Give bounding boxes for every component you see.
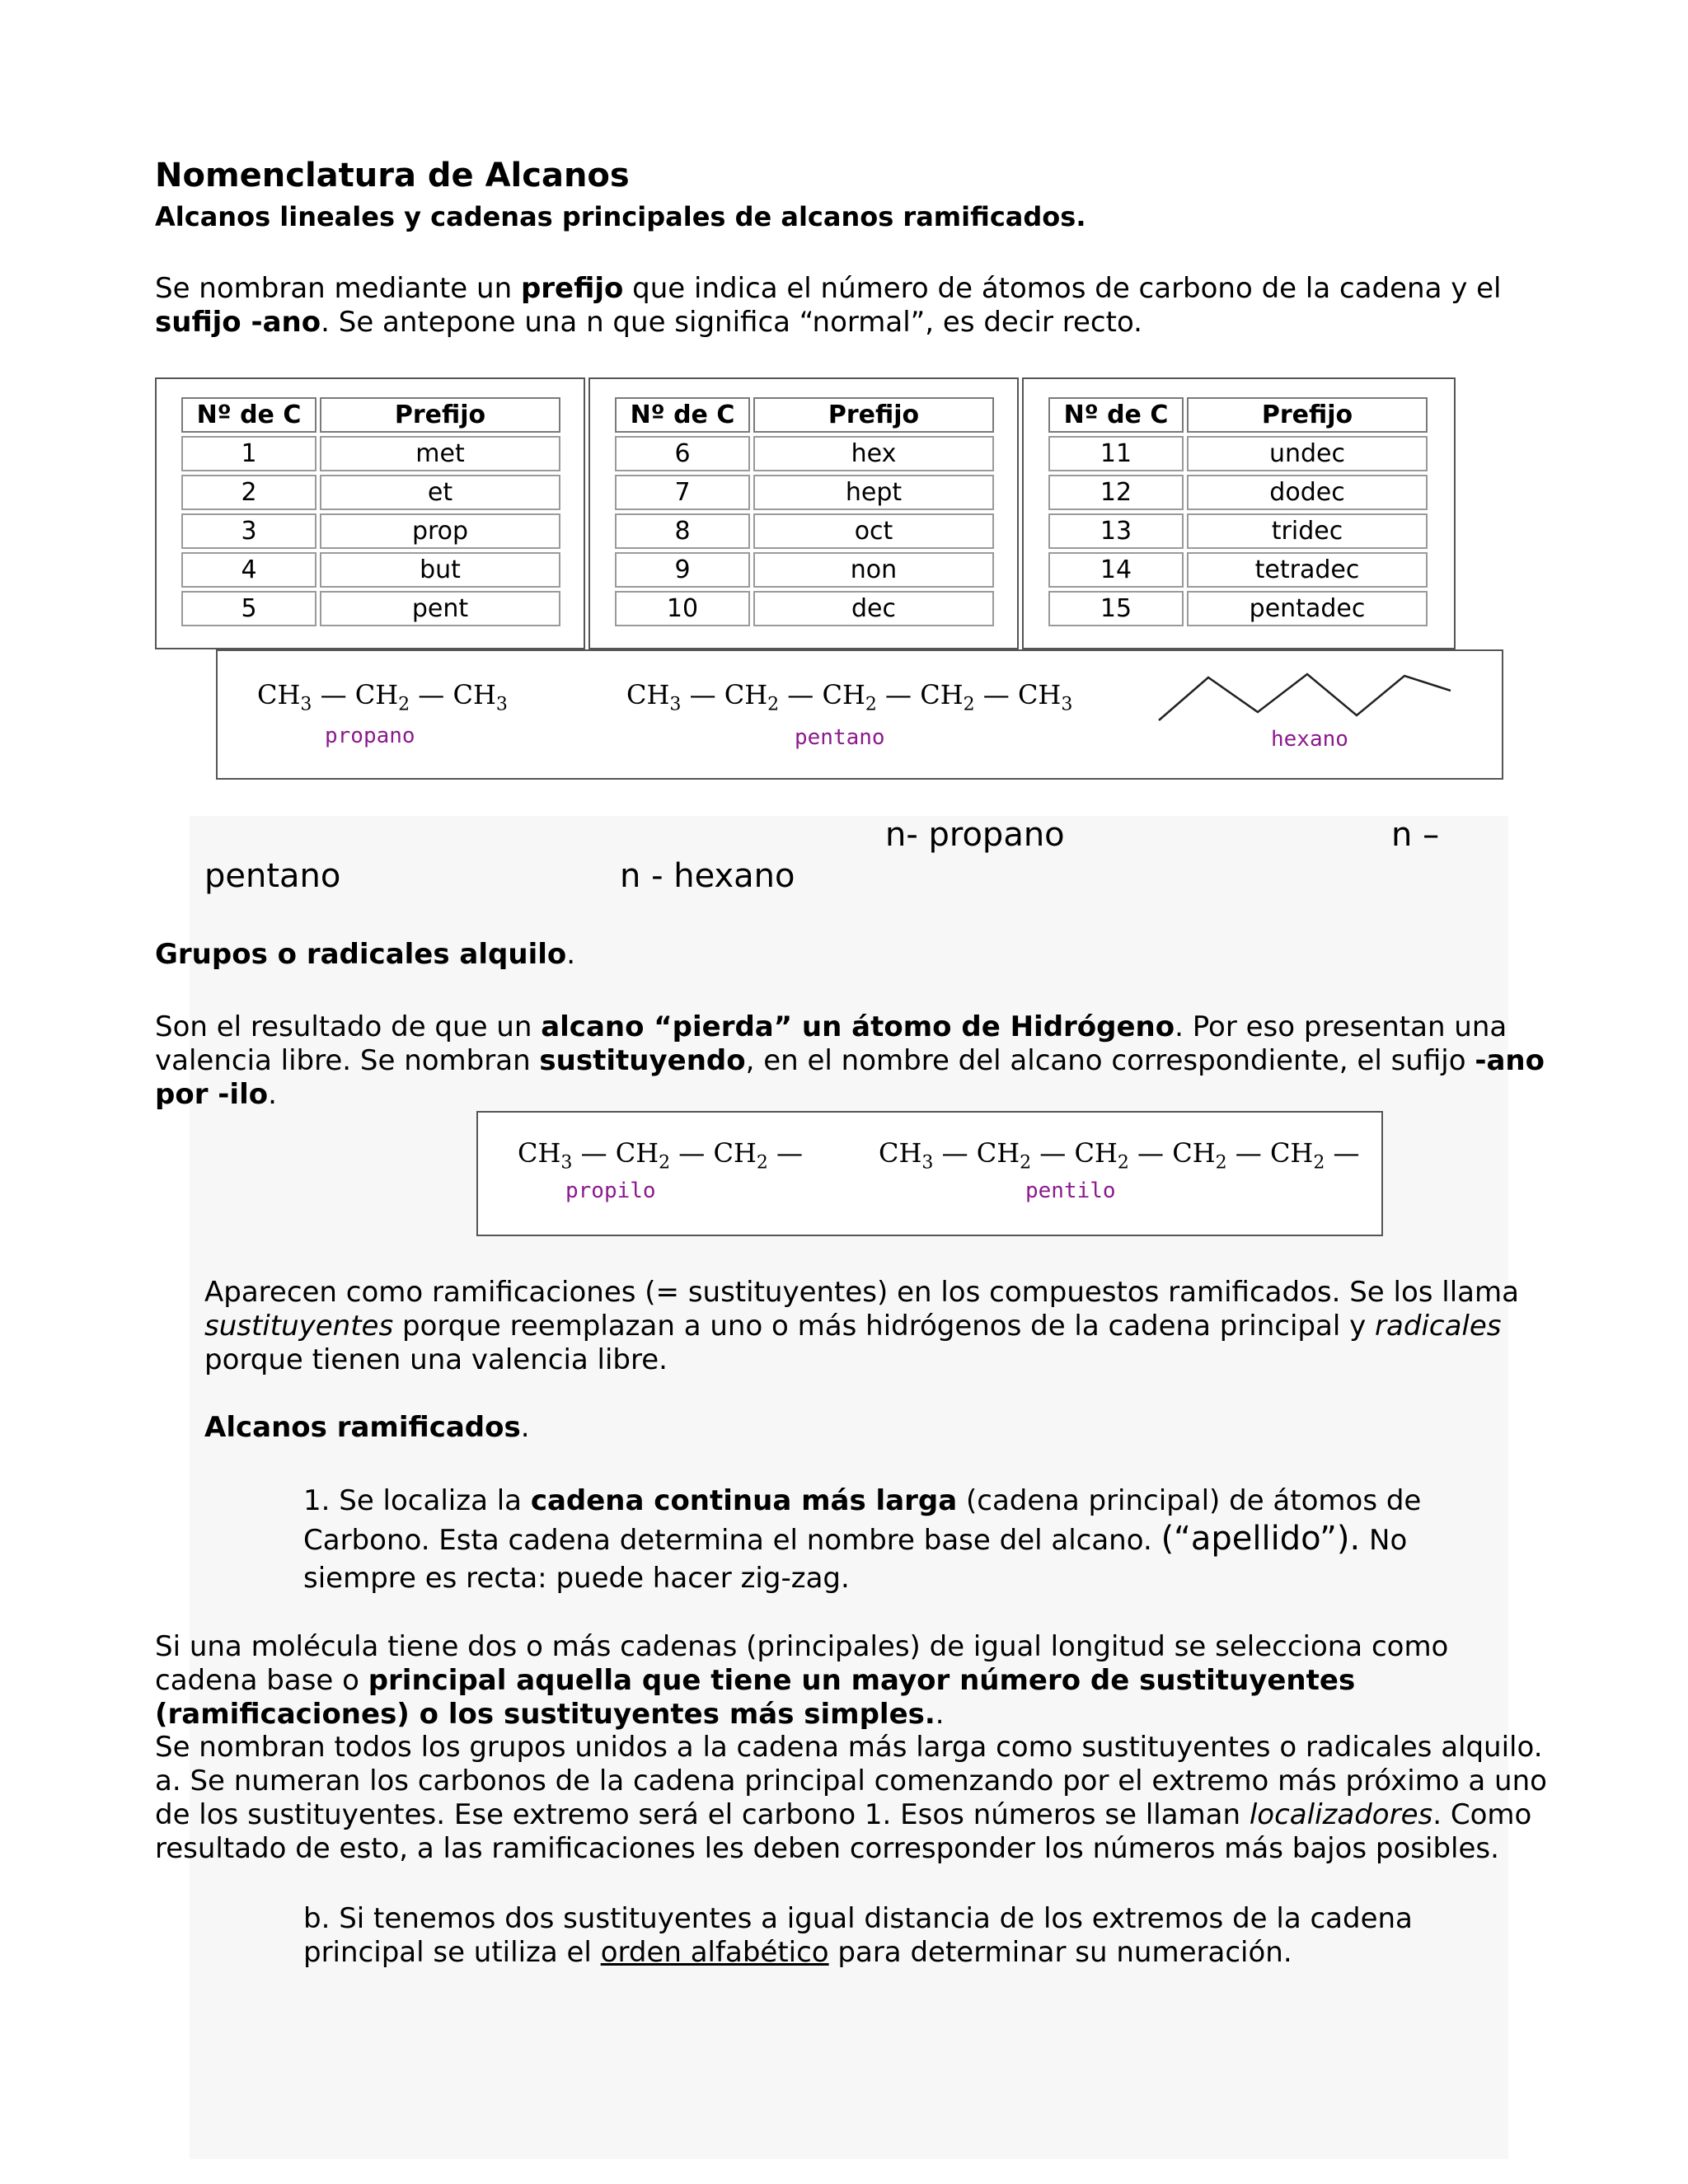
prefix-cell: tridec <box>1187 513 1428 549</box>
prefix-cell: oct <box>753 513 994 549</box>
carbon-count-cell: 5 <box>181 591 316 626</box>
carbon-count-cell: 8 <box>615 513 750 549</box>
prefix-cell: et <box>320 475 560 510</box>
table-row <box>1048 591 1428 626</box>
table-row <box>615 436 994 471</box>
carbon-count-cell: 6 <box>615 436 750 471</box>
radicals-heading: Grupos o radicales alquilo. <box>155 938 576 971</box>
radicals-paragraph: Son el resultado de que un alcano “pierda” un átomo de Hidrógeno. Por eso presentan una valencia libre. Se nombran sustituyendo, en el nombre del alcano correspondiente, el sufijo -ano por -ilo. <box>155 1010 1545 1111</box>
prefix-table-2 <box>588 377 1019 649</box>
propyl-formula: $CH_3$ — $CH_2$ — $CH_2$ — <box>518 1137 804 1174</box>
propane-formula: $CH_3$ — $CH_2$ — $CH_3$ <box>257 679 508 715</box>
n-hexano-label: n - hexano <box>620 857 795 895</box>
carbon-count-cell: 11 <box>1048 436 1184 471</box>
table-row <box>181 552 560 588</box>
pentyl-label: pentilo <box>1025 1179 1116 1203</box>
table-header-prefix: Prefijo <box>320 397 560 433</box>
table-row <box>181 475 560 510</box>
table-row <box>615 513 994 549</box>
table-row <box>1048 475 1428 510</box>
table-row <box>181 436 560 471</box>
prefix-cell: non <box>753 552 994 588</box>
prefix-cell: met <box>320 436 560 471</box>
rule-b-alphabetical: b. Si tenemos dos sustituyentes a igual distancia de los extremos de la cadena principal se utiliza el orden alfabético para determinar su numeración. <box>303 1902 1413 1969</box>
rule-name-groups: Se nombran todos los grupos unidos a la cadena más larga como sustituyentes o radicales alquilo. <box>155 1731 1543 1764</box>
propane-label: propano <box>325 724 415 748</box>
carbon-count-cell: 12 <box>1048 475 1184 510</box>
page-title: Nomenclatura de Alcanos <box>155 157 630 194</box>
table-row <box>1048 436 1428 471</box>
table-row <box>615 591 994 626</box>
propyl-label: propilo <box>565 1179 656 1203</box>
carbon-count-cell: 14 <box>1048 552 1184 588</box>
table-row <box>181 591 560 626</box>
radical-examples-box <box>476 1111 1383 1236</box>
carbon-count-cell: 1 <box>181 436 316 471</box>
prefix-cell: hept <box>753 475 994 510</box>
carbon-count-cell: 7 <box>615 475 750 510</box>
alkane-examples-box <box>216 649 1503 780</box>
branched-step-1: 1. Se localiza la cadena continua más larga (cadena principal) de átomos de Carbono. Esta cadena determina el nombre base del alcano. (“apellido”). No siempre es recta: puede hacer zig-zag. <box>303 1484 1422 1595</box>
n-propano-label: n- propano <box>885 816 1065 854</box>
table-header-carbon: Nº de C <box>615 397 750 433</box>
ramifications-paragraph: Aparecen como ramificaciones (= sustituyentes) en los compuestos ramificados. Se los llama sustituyentes porque reemplazan a uno o más hidrógenos de la cadena principal y radicales porque tienen una valencia libre. <box>204 1276 1519 1376</box>
pentyl-formula: $CH_3$ — $CH_2$ — $CH_2$ — $CH_2$ — $CH_2$ — <box>879 1137 1360 1174</box>
carbon-count-cell: 4 <box>181 552 316 588</box>
carbon-count-cell: 15 <box>1048 591 1184 626</box>
table-header-prefix: Prefijo <box>1187 397 1428 433</box>
page-subtitle: Alcanos lineales y cadenas principales de alcanos ramificados. <box>155 201 1086 232</box>
rule-a-numbering: a. Se numeran los carbonos de la cadena principal comenzando por el extremo más próximo a uno de los sustituyentes. Ese extremo será el carbono 1. Esos números se llaman localizadores. Como resultado de esto, a las ramificaciones les deben corresponder los números más bajos posibles. <box>155 1765 1547 1865</box>
table-row <box>1048 513 1428 549</box>
prefix-cell: prop <box>320 513 560 549</box>
hexane-zigzag-structure <box>1157 668 1454 725</box>
prefix-cell: undec <box>1187 436 1428 471</box>
prefix-cell: tetradec <box>1187 552 1428 588</box>
prefix-cell: pentadec <box>1187 591 1428 626</box>
branched-heading: Alcanos ramificados. <box>204 1411 530 1444</box>
pentano-label: pentano <box>204 857 341 895</box>
intro-paragraph: Se nombran mediante un prefijo que indica el número de átomos de carbono de la cadena y el sufijo -ano. Se antepone una n que significa “normal”, es decir recto. <box>155 272 1502 339</box>
table-row <box>615 475 994 510</box>
table-header-prefix: Prefijo <box>753 397 994 433</box>
pentane-formula: $CH_3$ — $CH_2$ — $CH_2$ — $CH_2$ — $CH_3$ <box>626 679 1073 715</box>
prefix-table-1 <box>155 377 585 649</box>
prefix-cell: hex <box>753 436 994 471</box>
table-row <box>615 552 994 588</box>
prefix-table-3 <box>1022 377 1456 649</box>
prefix-cell: dodec <box>1187 475 1428 510</box>
carbon-count-cell: 10 <box>615 591 750 626</box>
rule-equal-chains: Si una molécula tiene dos o más cadenas (principales) de igual longitud se selecciona como cadena base o principal aquella que tiene un mayor número de sustituyentes (ramificaciones) o los sustituyentes más simples.. <box>155 1630 1449 1731</box>
table-row <box>181 513 560 549</box>
carbon-count-cell: 2 <box>181 475 316 510</box>
carbon-count-cell: 13 <box>1048 513 1184 549</box>
prefix-cell: but <box>320 552 560 588</box>
table-header-carbon: Nº de C <box>1048 397 1184 433</box>
table-header-carbon: Nº de C <box>181 397 316 433</box>
n-dash-label: n – <box>1391 816 1440 854</box>
carbon-count-cell: 3 <box>181 513 316 549</box>
prefix-cell: dec <box>753 591 994 626</box>
hexane-label: hexano <box>1271 727 1348 752</box>
table-row <box>1048 552 1428 588</box>
prefix-cell: pent <box>320 591 560 626</box>
pentane-label: pentano <box>795 725 885 750</box>
carbon-count-cell: 9 <box>615 552 750 588</box>
